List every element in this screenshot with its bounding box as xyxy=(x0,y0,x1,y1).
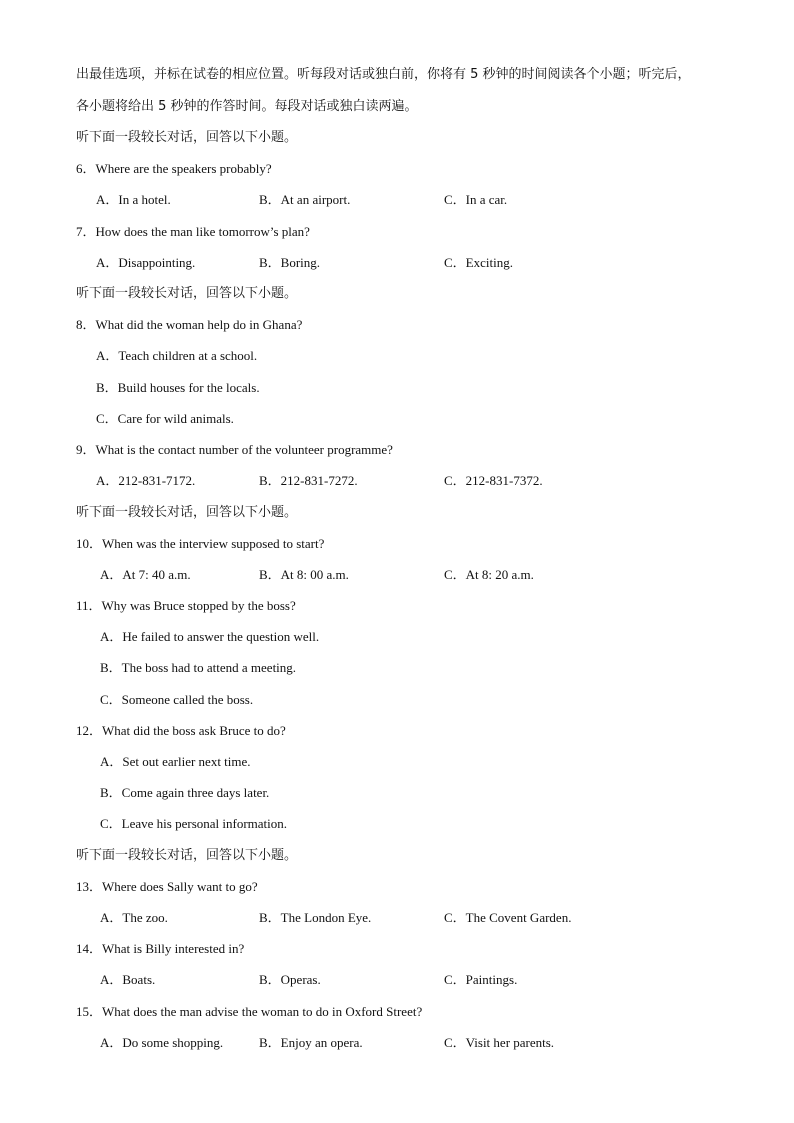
section-instruction-1: 听下面一段较长对话，回答以下小题。 xyxy=(76,130,298,145)
question-15-option-a: A．Do some shopping. xyxy=(100,1035,224,1050)
question-12-option-b: B．Come again three days later. xyxy=(100,785,270,800)
question-6-stem: 6．Where are the speakers probably? xyxy=(76,161,272,176)
question-14-stem: 14．What is Billy interested in? xyxy=(76,941,245,956)
question-13-option-c: C．The Covent Garden. xyxy=(444,910,572,925)
intro-line-2: 各小题将给出 5 秒钟的作答时间。每段对话或独白读两遍。 xyxy=(76,99,418,114)
question-6-option-c: C．In a car. xyxy=(444,192,508,207)
question-6-option-b: B．At an airport. xyxy=(259,192,351,207)
question-15-option-c: C．Visit her parents. xyxy=(444,1035,555,1050)
intro-line-1: 出最佳选项，并标在试卷的相应位置。听每段对话或独白前，你将有 5 秒钟的时间阅读各个小题；听完后， xyxy=(76,67,691,82)
section-instruction-2: 听下面一段较长对话，回答以下小题。 xyxy=(76,286,298,301)
question-13-stem: 13．Where does Sally want to go? xyxy=(76,879,258,894)
question-7-option-b: B．Boring. xyxy=(259,255,321,270)
question-13-option-b: B．The London Eye. xyxy=(259,910,372,925)
question-12-option-a: A．Set out earlier next time. xyxy=(100,754,251,769)
question-7-option-a: A．Disappointing. xyxy=(96,255,196,270)
question-9-option-b: B．212-831-7272. xyxy=(259,473,358,488)
question-10-option-b: B．At 8: 00 a.m. xyxy=(259,567,349,582)
section-instruction-3: 听下面一段较长对话，回答以下小题。 xyxy=(76,505,298,520)
question-15-stem: 15．What does the man advise the woman to do in Oxford Street? xyxy=(76,1004,423,1019)
question-7-option-c: C．Exciting. xyxy=(444,255,513,270)
question-9-stem: 9．What is the contact number of the volunteer programme? xyxy=(76,442,393,457)
question-15-option-b: B．Enjoy an opera. xyxy=(259,1035,363,1050)
question-12-stem: 12．What did the boss ask Bruce to do? xyxy=(76,723,286,738)
question-10-option-a: A．At 7: 40 a.m. xyxy=(100,567,191,582)
question-11-option-a: A．He failed to answer the question well. xyxy=(100,629,320,644)
question-11-option-b: B．The boss had to attend a meeting. xyxy=(100,660,297,675)
question-10-option-c: C．At 8: 20 a.m. xyxy=(444,567,534,582)
question-12-option-c: C．Leave his personal information. xyxy=(100,816,288,831)
question-8-stem: 8．What did the woman help do in Ghana? xyxy=(76,317,303,332)
question-11-option-c: C．Someone called the boss. xyxy=(100,692,254,707)
question-6-option-a: A．In a hotel. xyxy=(96,192,171,207)
question-9-option-a: A．212-831-7172. xyxy=(96,473,196,488)
question-9-option-c: C．212-831-7372. xyxy=(444,473,543,488)
question-8-option-b: B．Build houses for the locals. xyxy=(96,380,260,395)
section-instruction-4: 听下面一段较长对话，回答以下小题。 xyxy=(76,848,298,863)
question-14-option-a: A．Boats. xyxy=(100,972,156,987)
question-11-stem: 11．Why was Bruce stopped by the boss? xyxy=(76,598,296,613)
question-14-option-b: B．Operas. xyxy=(259,972,321,987)
question-8-option-c: C．Care for wild animals. xyxy=(96,411,234,426)
question-14-option-c: C．Paintings. xyxy=(444,972,518,987)
question-7-stem: 7．How does the man like tomorrow’s plan? xyxy=(76,224,310,239)
question-10-stem: 10．When was the interview supposed to start? xyxy=(76,536,325,551)
question-13-option-a: A．The zoo. xyxy=(100,910,168,925)
question-8-option-a: A．Teach children at a school. xyxy=(96,348,258,363)
